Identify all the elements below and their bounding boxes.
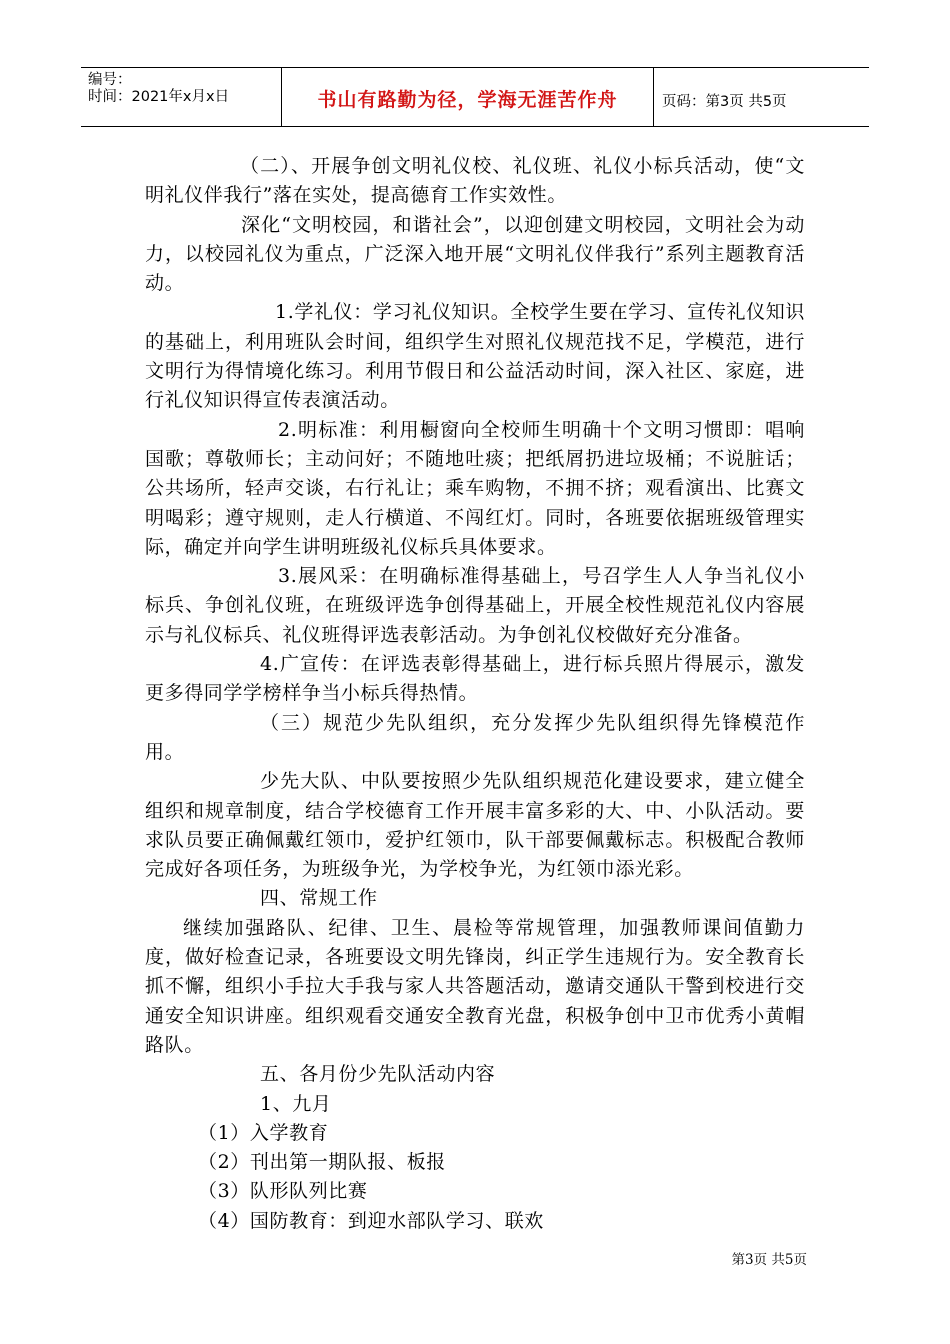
paragraph: 1.学礼仪：学习礼仪知识。全校学生要在学习、宣传礼仪知识的基础上，利用班队会时间，组织学生对照礼仪规范找不足，学模范，进行文明行为得情境化练习。利用节假日和公益活动时间，深入社区、家庭，进行礼仪知识得宣传表演活动。 [145,301,805,412]
paragraph: 继续加强路队、纪律、卫生、晨检等常规管理，加强教师课间值勤力度，做好检查记录，各班要设文明先锋岗，纠正学生违规行为。安全教育长抓不懈，组织小手拉大手我与家人共答题活动，邀请交通队干警到校进行交通安全知识讲座。组织观看交通安全教育光盘，积极争创中卫市优秀小黄帽路队。 [145,916,805,1056]
paragraph: （二）、开展争创文明礼仪校、礼仪班、礼仪小标兵活动，使“文明礼仪伴我行”落在实处，提高德育工作实效性。 [145,155,805,207]
paragraph: 2.明标准：利用橱窗向全校师生明确十个文明习惯即：唱响国歌；尊敬师长；主动问好；不随地吐痰；把纸屑扔进垃圾桶；不说脏话；公共场所，轻声交谈，右行礼让；乘车购物，不拥不挤；观看演出、比赛文明喝彩；遵守规则，走人行横道、不闯红灯。同时，各班要依据班级管理实际，确定并向学生讲明班级礼仪标兵具体要求。 [145,418,805,558]
subsection-heading: 1、九月 [260,1092,332,1115]
paragraph: 4.广宣传：在评选表彰得基础上，进行标兵照片得展示，激发更多得同学学榜样争当小标兵得热情。 [145,653,805,705]
paragraph: （三）规范少先队组织，充分发挥少先队组织得先锋模范作用。 [145,711,805,763]
section-heading: 五、各月份少先队活动内容 [260,1063,496,1086]
document-time-label: 时间：2021年x月x日 [88,89,230,105]
paragraph: 3.展风采：在明确标准得基础上，号召学生人人争当礼仪小标兵、争创礼仪班，在班级评选争创得基础上，开展全校性规范礼仪内容展示与礼仪标兵、礼仪班得评选表彰活动。为争创礼仪校做好充分准备。 [145,565,805,646]
header-motto-cell [282,68,654,126]
document-body [145,152,805,1236]
paragraph: 少先大队、中队要按照少先队组织规范化建设要求，建立健全组织和规章制度，结合学校德育工作开展丰富多彩的大、中、小队活动。要求队员要正确佩戴红领巾，爱护红领巾，队干部要佩戴标志。积极配合教师完成好各项任务，为班级争光，为学校争光，为红领巾添光彩。 [145,770,805,881]
header-meta-cell [81,68,282,126]
header-page-number: 页码：第3页 共5页 [662,94,787,110]
list-item: （1）入学教育 [198,1121,329,1144]
document-number-label: 编号： [88,72,132,88]
footer-page-number: 第3页 共5页 [731,1252,807,1268]
document-header [81,67,869,127]
list-item: （2）刊出第一期队报、板报 [198,1151,446,1174]
list-item: （3）队形队列比赛 [198,1180,368,1203]
paragraph: 深化“文明校园，和谐社会”，以迎创建文明校园，文明社会为动力，以校园礼仪为重点，广泛深入地开展“文明礼仪伴我行”系列主题教育活动。 [145,213,805,295]
list-item: （4）国防教育：到迎水部队学习、联欢 [198,1209,544,1232]
section-heading: 四、常规工作 [260,887,378,910]
header-page-cell [654,68,869,126]
header-motto: 书山有路勤为径，学海无涯苦作舟 [317,89,618,111]
